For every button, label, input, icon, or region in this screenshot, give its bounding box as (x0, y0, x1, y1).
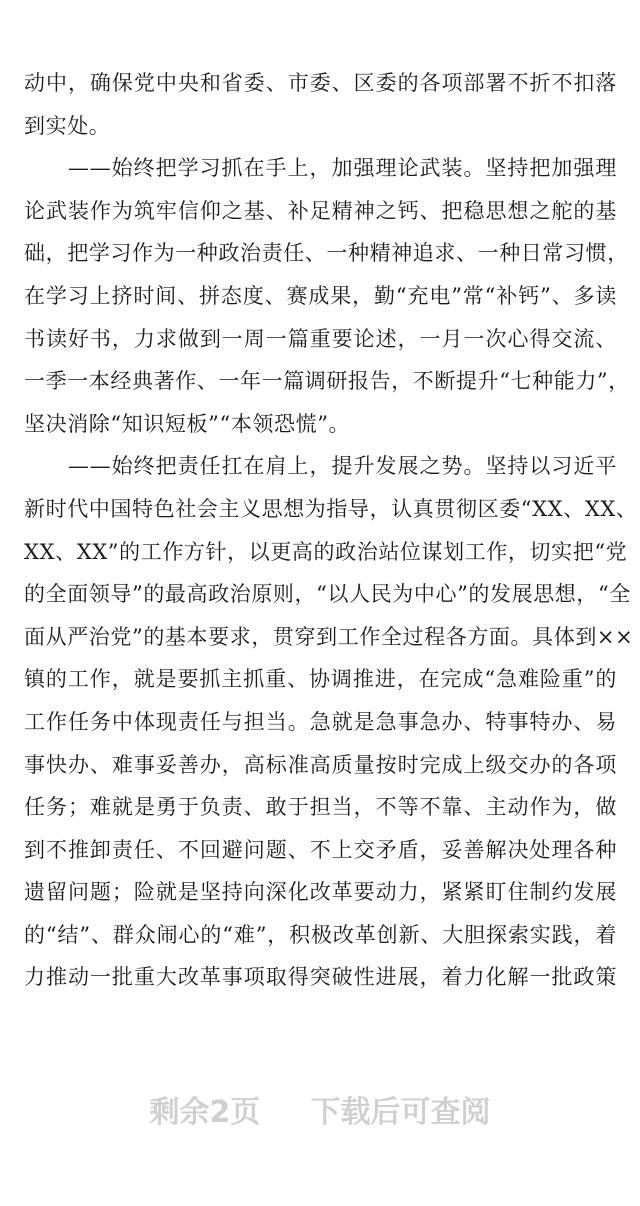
text-line: 工作任务中体现责任与担当。急就是急事急办、特事特办、易 (24, 709, 617, 734)
text-line: 到实处。 (24, 113, 111, 138)
text-line: 书读好书，力求做到一周一篇重要论述，一月一次心得交流、 (24, 326, 617, 351)
remaining-pages-label: 剩余2页 (149, 1095, 261, 1130)
text-line: 坚决消除“知识短板”“本领恐慌”。 (24, 411, 351, 436)
text-line: 的“结”、群众闹心的“难”，积极改革创新、大胆探索实践，着 (24, 922, 617, 947)
text-line: 到不推卸责任、不回避问题、不上交矛盾，妥善解决处理各种 (24, 837, 617, 862)
text-line: 在学习上挤时间、拼态度、赛成果，勤“充电”常“补钙”、多读 (24, 283, 617, 308)
text-line: 力推动一批重大改革事项取得突破性进展，着力化解一批政策 (24, 965, 617, 990)
text-line: ——始终把学习抓在手上，加强理论武装。坚持把加强理 (68, 156, 617, 181)
text-line: 镇的工作，就是要抓主抓重、协调推进，在完成“急难险重”的 (24, 667, 617, 692)
text-line: 面从严治党”的基本要求，贯穿到工作全过程各方面。具体到×× (24, 624, 634, 649)
text-line: XX、XX”的工作方针，以更高的政治站位谋划工作，切实把“党 (24, 539, 628, 564)
text-line: 论武装作为筑牢信仰之基、补足精神之钙、把稳思想之舵的基 (24, 198, 617, 223)
text-line: 遗留问题；险就是坚持向深化改革要动力，紧紧盯住制约发展 (24, 880, 617, 905)
document-body (24, 62, 638, 999)
text-line: 动中，确保党中央和省委、市委、区委的各项部署不折不扣落 (24, 71, 617, 95)
text-line: 础，把学习作为一种政治责任、一种精神追求、一种日常习惯， (24, 241, 629, 266)
text-line: 一季一本经典著作、一年一篇调研报告，不断提升“七种能力”， (24, 369, 630, 394)
text-line: ——始终把责任扛在肩上，提升发展之势。坚持以习近平 (68, 454, 617, 479)
download-banner[interactable] (0, 1088, 640, 1138)
download-to-read-label[interactable]: 下载后可查阅 (310, 1095, 491, 1130)
text-line: 新时代中国特色社会主义思想为指导，认真贯彻区委“XX、XX、 (24, 496, 638, 521)
text-line: 事快办、难事妥善办，高标准高质量按时完成上级交办的各项 (24, 752, 617, 777)
text-line: 任务；难就是勇于负责、敢于担当，不等不靠、主动作为，做 (24, 795, 617, 820)
text-line: 的全面领导”的最高政治原则，“以人民为中心”的发展思想，“全 (24, 582, 631, 607)
